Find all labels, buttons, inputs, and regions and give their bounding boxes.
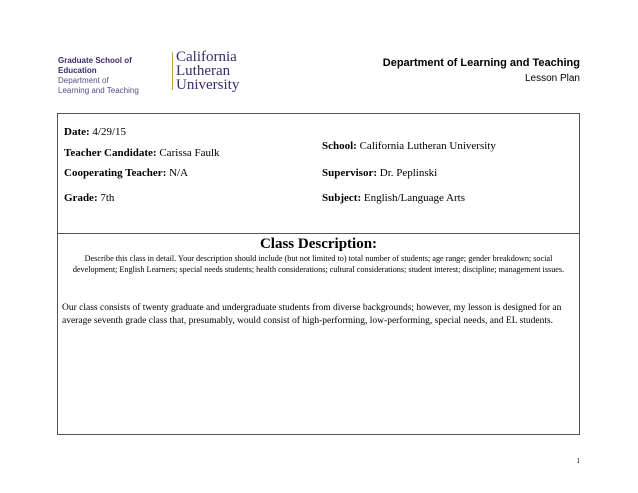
- logo-school-name: Graduate School of Education: [58, 56, 132, 75]
- subject-value: English/Language Arts: [363, 192, 465, 204]
- school-label: School:: [322, 140, 357, 152]
- logo-university-line-2: Lutheran: [176, 63, 231, 79]
- logo-university-line-1: California: [176, 49, 237, 65]
- grade-value: 7th: [100, 192, 115, 204]
- department-title: Department of Learning and Teaching: [382, 57, 580, 69]
- date-value: 4/29/15: [92, 126, 127, 138]
- table-divider: [57, 233, 580, 234]
- subject-field: [322, 192, 465, 205]
- grade-field: [64, 192, 114, 205]
- supervisor-field: [322, 167, 437, 180]
- document-type: Lesson Plan: [524, 73, 580, 84]
- class-description-title: Class Description:: [259, 236, 378, 252]
- subject-label: Subject:: [322, 192, 362, 204]
- logo-divider: [172, 52, 173, 90]
- cooperating-teacher-value: N/A: [169, 167, 189, 179]
- logo-dept-line: Department of: [58, 76, 109, 85]
- cooperating-teacher-field: [64, 167, 188, 180]
- school-value: California Lutheran University: [359, 140, 496, 152]
- teacher-candidate-value: Carissa Faulk: [159, 147, 220, 159]
- cooperating-teacher-label: Cooperating Teacher:: [64, 167, 167, 179]
- logo-school-text: [58, 56, 170, 96]
- teacher-candidate-label: Teacher Candidate:: [64, 147, 157, 159]
- school-field: [322, 140, 496, 153]
- supervisor-value: Dr. Peplinski: [379, 167, 438, 179]
- logo-university-line-3: University: [176, 77, 240, 93]
- teacher-candidate-field: [64, 147, 220, 160]
- supervisor-label: Supervisor:: [322, 167, 377, 179]
- logo-dept-line-2: Learning and Teaching: [58, 86, 139, 95]
- grade-label: Grade:: [64, 192, 98, 204]
- class-description-body: Our class consists of twenty graduate and undergraduate students from diverse backgrounds; however, my lesson is designed for an average seventh grade class that, presumably, would consist of high-performing, low-performing, special needs, and EL students.: [62, 303, 562, 326]
- page-number: 1: [576, 457, 580, 465]
- class-description-instructions: Describe this class in detail. Your description should include (but not limited to) total number of students; age range; gender breakdown; social development; English Learners; special needs students; health considerations; cultural considerations; student interest; discipline; management issues.: [72, 254, 565, 274]
- university-logo: [176, 50, 239, 92]
- date-label: Date:: [64, 126, 90, 138]
- date-field: [64, 126, 126, 139]
